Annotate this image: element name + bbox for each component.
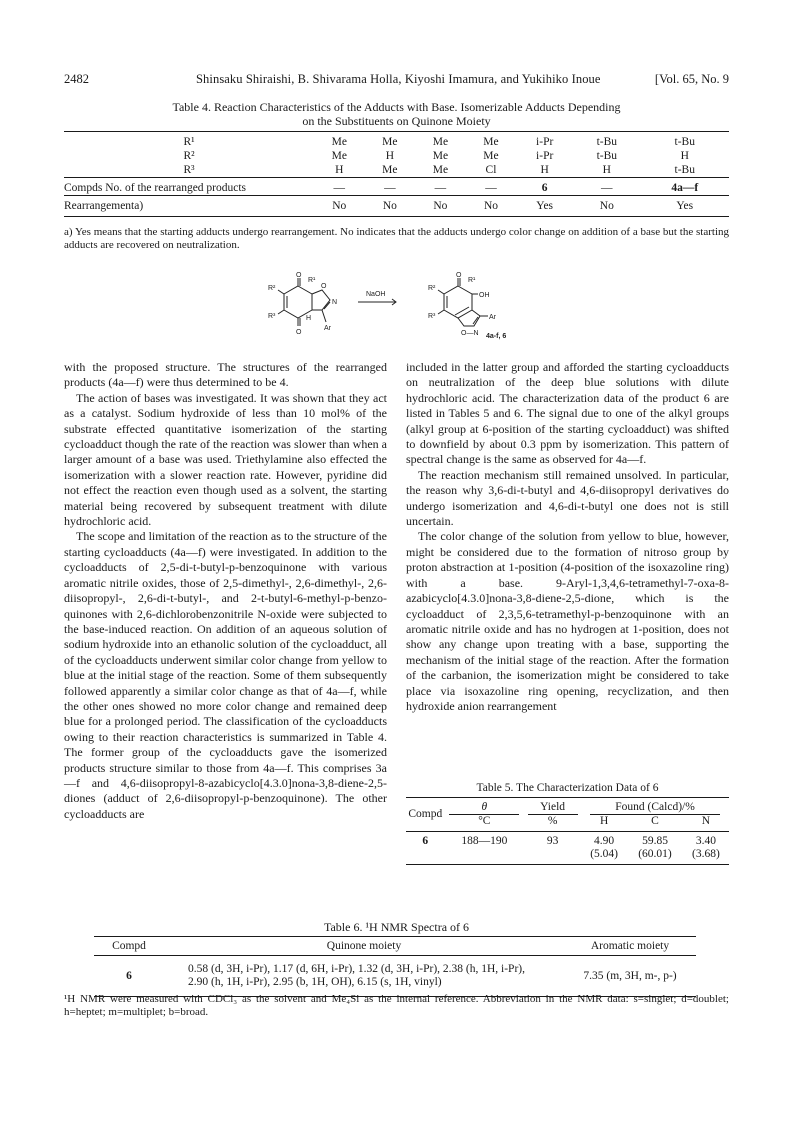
table4-caption-line1: Table 4. Reaction Characteristics of the Adducts with Base. Isomerizable Adducts Depending — [172, 100, 621, 114]
table6-caption: Table 6. ¹H NMR Spectra of 6 — [323, 920, 470, 934]
table4 — [64, 131, 729, 217]
scheme-left-ar: Ar — [324, 325, 331, 332]
reaction-scheme — [268, 268, 528, 346]
paragraph: included in the latter group and afforded the starting cycloadducts on neutralization of the deep blue solutions with dilute hydrochloric acid. The characterization data of the product 6 are listed in Tables 5 and 6. The signal due to one of the alkyl groups (alkyl group at 6-position of the starting cycloadduct) was shifted to downfield by about 0.3 ppm by isomerization. This pattern of spectral change is the same as observed for 4a—f. — [406, 360, 729, 467]
table5-caption: Table 5. The Characterization Data of 6 — [476, 782, 659, 794]
table6-footnote: ¹H NMR were measured with CDCl₃ as the solvent and Me₄Si as the internal reference. Abbreviation in the NMR data: s=singlet; d=doublet; h=heptet; m=multiplet; b=broad. — [64, 993, 729, 1018]
page-number: 2482 — [64, 72, 89, 86]
paragraph: The color change of the solution from yellow to blue, however, might be considered due to the formation of nitroso group by proton abstraction at 1-position (4-position of the isoxazoline ring) with a base. 9-Aryl-1,3,4,6-tetramethyl-7-oxa-8-azabicyclo[4.3.0]nona-3,8-diene-2,5-dione, which is the cycloadduct of 2,3,5,6-tetramethyl-p-benzoquinone with an aromatic nitrile oxide and has no hydrogen at 1-position, does not show any change upon treating with a base, supporting the mechanism of the initial stage of the reaction. After the formation of the carbanion, the isomerization might be considered to take place via isoxazoline ring opening, recyclization, and then hydroxide anion rearrangement — [406, 529, 729, 713]
table4-caption-line2: on the Substituents on Quinone Moiety — [302, 114, 491, 128]
scheme-right-r3: R³ — [428, 313, 436, 320]
paragraph: with the proposed structure. The structures of the rearranged products (4a—f) were thus determined to be 4. — [64, 360, 387, 390]
scheme-left-n: N — [332, 299, 338, 306]
scheme-right-label: 4a-f, 6 — [486, 333, 507, 340]
table4-footnote: a) Yes means that the starting adducts undergo rearrangement. No indicates that the adducts undergo color change on addition of a base but the starting adducts are recovered on neutralization. — [64, 226, 729, 251]
scheme-left-o-top: O — [296, 272, 302, 279]
left-column — [64, 360, 387, 822]
paragraph: The action of bases was investigated. It was shown that they act as a catalyst. Sodium hydroxide of less than 10 mol% of the substrate effected quantitative isomerization of the starting cycloadduct though the rate of the reaction was slower than when a larger amount of a base was used. Triethylamine also effected the isomerization with a slower reaction rate. However, pyridine did not effect the reaction even though used as a solvent, the starting material being recovered by subsequent treatment with dilute hydrochloric acid. — [64, 390, 387, 529]
scheme-left-o-ring: O — [321, 283, 327, 290]
right-column — [406, 360, 729, 714]
paragraph: The scope and limitation of the reaction as to the structure of the starting cycloadducts (4a—f) were investigated. In addition to the cycloadducts of 2,5-di-t-butyl-p-benzoquinone with various aromatic nitrile oxides, those of 2,5-dimethyl-, 2,6-dimethyl-, 2,6-diisopropyl-, 2,6-di-t-butyl-, and 2-t-butyl-6-methyl-p-benzoquinones with 2,6-dichlorobenzonitrile N-oxide were subjected to the base-induced reaction. On addition of an aqueous solution of sodium hydroxide into an ethanolic solution of the cycloadduct, all of the cycloadducts underwent similar color change from yellow to blue at the initial stage of the reaction. Some of them subsequently followed apparently a similar color change as that of 4a—f, while the other ones showed no more color change and remained deep blue for a prolonged period. The classification of the cycloadducts owing to their reaction characteristics is summarized in Table 4. The former group of the cycloadducts gave the isomerized products structure similar to those from 4a—f. This comprises 3a—f and 4,6-diisopropyl-8-azabicyclo[4.3.0]nona-3,8-diene-2,5-diones (adduct of 2,6-diisopropyl-p-benzoquinone). The other cycloadducts are — [64, 529, 387, 821]
table6: Compd Quinone moiety Aromatic moiety 6 0.58 (d, 3H, i-Pr), 1.17 (d, 6H, i-Pr), 1.32 (d, 3H, i-Pr), 2.38 (h, 1H, i-Pr), 2.90 (h, 1H, i-Pr), 2.95 (b, 1H, OH), 6.15 (s, 1H, vinyl) 7.35 (m, 3H, m-, p-) — [94, 936, 696, 997]
table4-caption — [64, 100, 729, 128]
running-header — [64, 72, 729, 90]
volume-info: [Vol. 65, No. 9 — [654, 72, 729, 86]
author-line: Shinsaku Shiraishi, B. Shivarama Holla, Kiyoshi Imamura, and Yukihiko Inoue — [196, 72, 601, 86]
scheme-left-r1: R¹ — [308, 277, 316, 284]
scheme-reagent: NaOH — [366, 291, 386, 298]
table4-row-products: Compds No. of the rearranged products — — — — 6 — 4a—f — [64, 178, 729, 196]
scheme-right-ar: Ar — [489, 314, 496, 321]
scheme-right-o-top: O — [456, 272, 462, 279]
scheme-right-on: O—N — [461, 330, 479, 337]
scheme-right-r2: R² — [428, 285, 436, 292]
table4-row-rearrangement: Rearrangementa) No No No No Yes No Yes — [64, 196, 729, 217]
table4-row-r1: R¹ Me Me Me Me i-Pr t-Bu t-Bu — [64, 132, 729, 150]
paragraph: The reaction mechanism still remained unsolved. In particular, the reason why 3,6-di-t-butyl and 4,6-diisopropyl derivatives do undergo isomerization and 4,6-di-t-butyl one does not is still uncertain. — [406, 467, 729, 529]
scheme-left-r3: R³ — [268, 313, 276, 320]
scheme-right-oh: OH — [479, 292, 490, 299]
scheme-left-h: H — [306, 315, 312, 322]
table4-row-r2: R² Me H Me Me i-Pr t-Bu H — [183, 150, 689, 162]
table5: Compd θ Yield Found (Calcd)/% °C % H C N 6 188—190 93 4.90 59.85 3.40 (5.04) (60.01) (3.68) — [406, 797, 729, 865]
scheme-left-o-bottom: O — [296, 329, 302, 336]
table4-row-r3: R³ H Me Me Cl H H t-Bu — [183, 164, 695, 176]
scheme-left-r2: R² — [268, 285, 276, 292]
scheme-right-r1: R¹ — [468, 277, 476, 284]
